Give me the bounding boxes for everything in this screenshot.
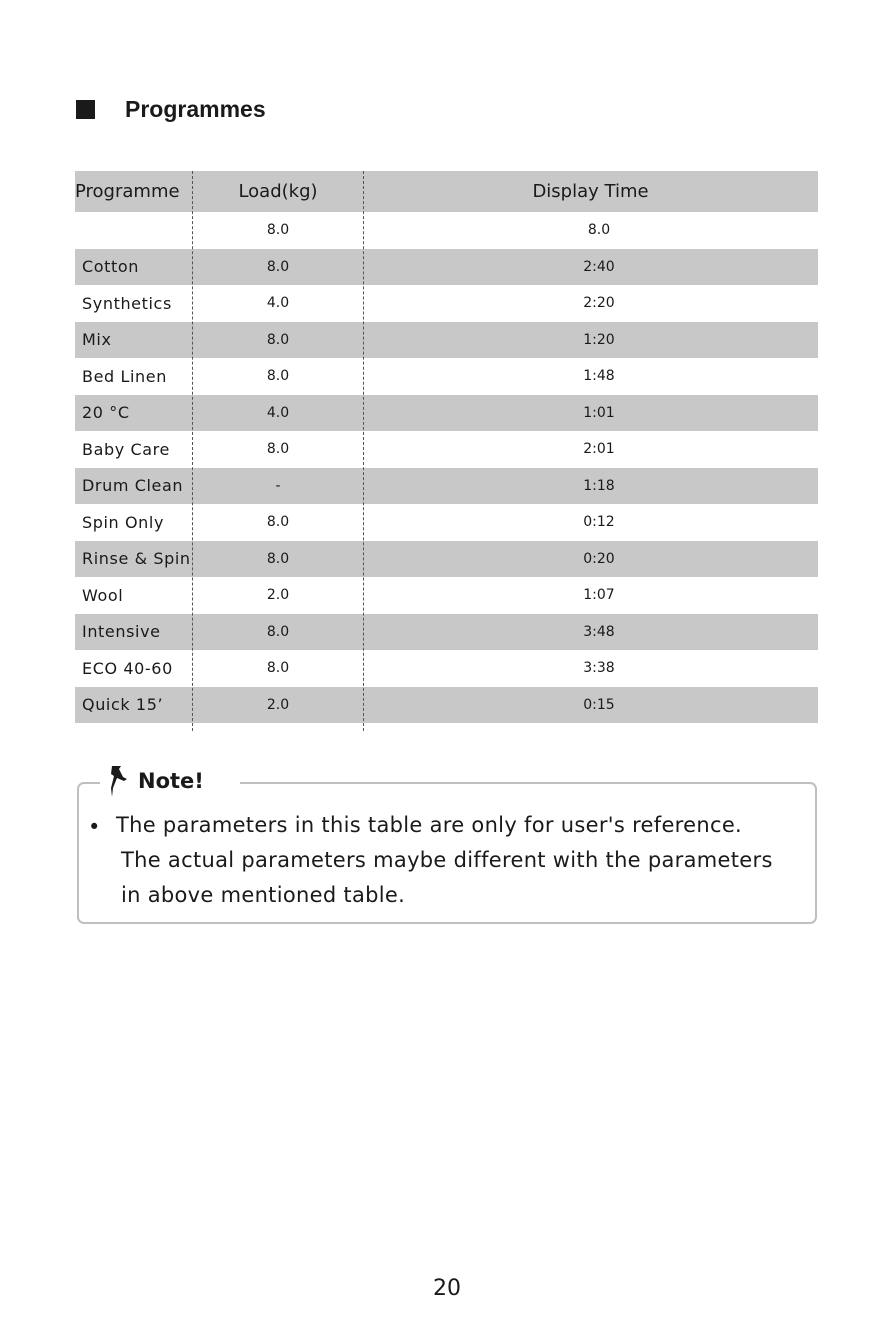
cell-load: 8.0	[266, 368, 290, 385]
table-row	[75, 504, 818, 541]
cell-time: 1:48	[583, 368, 615, 385]
table-row	[75, 395, 818, 432]
note-line-3: in above mentioned table.	[121, 883, 406, 907]
cell-programme: Spin Only	[82, 512, 165, 532]
cell-programme: Intensive	[82, 622, 161, 642]
table-row	[75, 541, 818, 578]
table-header-row	[75, 171, 818, 212]
cell-load: 8.0	[266, 550, 290, 567]
cell-time: 0:12	[583, 514, 615, 531]
cell-load: 8.0	[266, 331, 290, 348]
section-title: Programmes	[125, 96, 266, 122]
table-row	[75, 249, 818, 286]
cell-programme: ECO 40-60	[82, 658, 173, 678]
note-label	[100, 764, 240, 798]
cell-time: 8.0	[587, 222, 611, 239]
cell-programme: Mix	[82, 330, 112, 350]
table-row	[75, 322, 818, 359]
programmes-table	[75, 171, 818, 723]
cell-load: 4.0	[266, 295, 290, 312]
cell-load: 8.0	[266, 623, 290, 640]
cell-load: 2.0	[266, 696, 290, 713]
header-programme: Programme	[75, 181, 180, 202]
cell-programme: Baby Care	[82, 439, 170, 459]
cell-load: 4.0	[266, 404, 290, 421]
table-row	[75, 687, 818, 724]
section-square-icon	[76, 100, 95, 119]
cell-load: 8.0	[266, 514, 290, 531]
cell-load: -	[275, 477, 281, 494]
cell-time: 2:01	[583, 441, 615, 458]
column-divider-2	[363, 171, 364, 731]
note-bullet: •	[88, 815, 101, 839]
cell-time: 3:48	[583, 623, 615, 640]
cell-time: 2:20	[583, 295, 615, 312]
cell-programme: Bed Linen	[82, 366, 167, 386]
table-row	[75, 285, 818, 322]
section-heading	[76, 96, 266, 123]
header-load: Load(kg)	[238, 181, 318, 202]
cell-time: 0:15	[583, 696, 615, 713]
cell-load: 2.0	[266, 587, 290, 604]
cell-programme: 20 °C	[82, 403, 130, 423]
cell-programme: Quick 15’	[82, 695, 164, 715]
table-row	[75, 212, 818, 249]
table-row	[75, 358, 818, 395]
table-row	[75, 577, 818, 614]
cell-time: 2:40	[583, 258, 615, 275]
header-time: Display Time	[532, 181, 649, 202]
cell-time: 1:07	[583, 587, 615, 604]
cell-programme: Drum Clean	[82, 476, 184, 496]
table-row	[75, 431, 818, 468]
cell-load: 8.0	[266, 258, 290, 275]
page-number: 20	[433, 1276, 461, 1301]
pushpin-icon	[108, 764, 130, 798]
cell-time: 1:01	[583, 404, 615, 421]
cell-time: 0:20	[583, 550, 615, 567]
cell-load: 8.0	[266, 441, 290, 458]
cell-load: 8.0	[266, 222, 290, 239]
note-title: Note!	[138, 769, 204, 793]
cell-programme: Wool	[82, 585, 124, 605]
table-row	[75, 614, 818, 651]
table-body	[75, 212, 818, 723]
cell-programme: Cotton	[82, 257, 140, 277]
cell-programme: Synthetics	[82, 293, 172, 313]
column-divider-1	[192, 171, 193, 731]
cell-time: 1:20	[583, 331, 615, 348]
table-row	[75, 468, 818, 505]
cell-load: 8.0	[266, 660, 290, 677]
note-line-2: The actual parameters maybe different with the parameters	[121, 848, 773, 872]
cell-time: 3:38	[583, 660, 615, 677]
cell-time: 1:18	[583, 477, 615, 494]
table-row	[75, 650, 818, 687]
cell-programme: Rinse & Spin	[82, 549, 191, 569]
note-line-1: The parameters in this table are only for user's reference.	[116, 813, 743, 837]
